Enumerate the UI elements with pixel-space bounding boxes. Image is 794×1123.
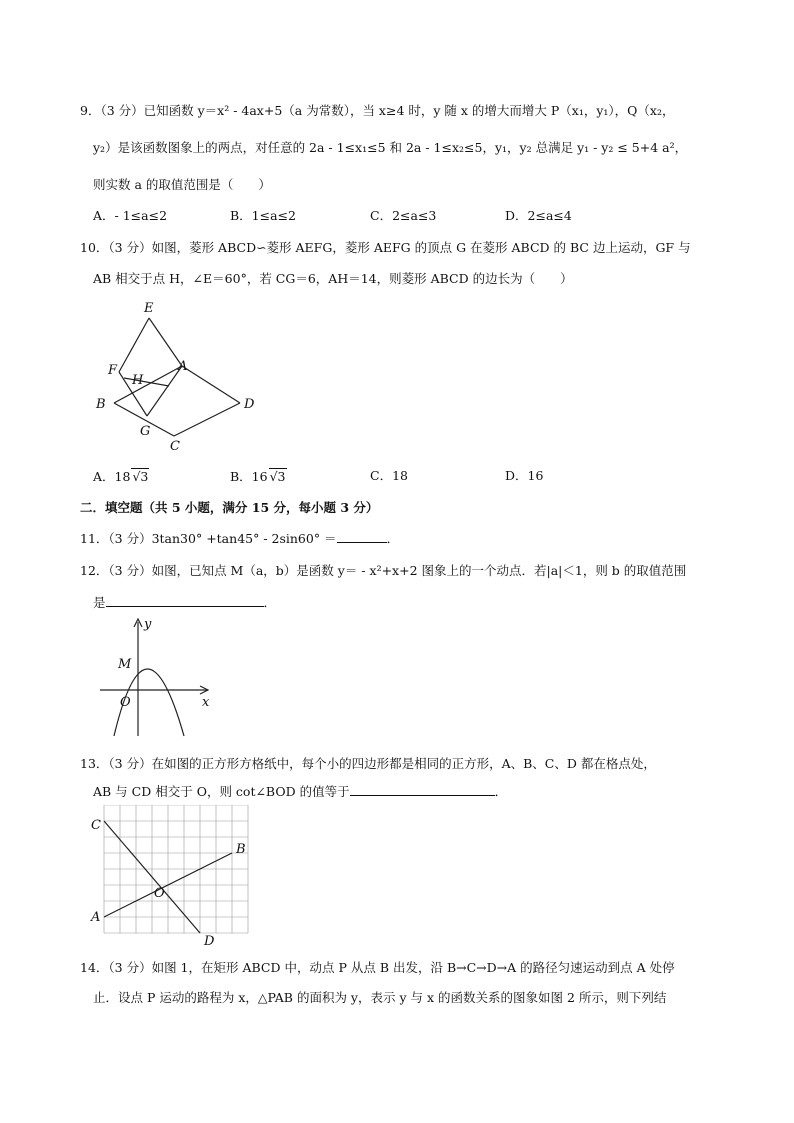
q9-line1: 9．（3 分）已知函数 y＝x² - 4ax+5（a 为常数），当 x≥4 时，y 随 x 的增大而增大 P（x₁，y₁），Q（x₂，	[80, 103, 675, 118]
q14-line1: 14．（3 分）如图 1，在矩形 ABCD 中，动点 P 从点 B 出发，沿 B→C→D→A 的路径匀速运动到点 A 处停	[80, 960, 675, 975]
answer-blank	[337, 530, 387, 543]
q10-option-a: A．18 √3	[93, 469, 149, 484]
label-c: C	[170, 439, 180, 454]
label-d: D	[204, 934, 215, 947]
label-h: H	[132, 373, 144, 388]
q9-option-d: D．2≤a≤4	[505, 208, 572, 223]
q12-line1: 12．（3 分）如图，已知点 M（a，b）是函数 y＝ - x²+x+2 图象上的一个动点．若|a|＜1，则 b 的取值范围	[80, 563, 687, 578]
label-x: x	[202, 695, 210, 710]
q9-line2: y₂）是该函数图象上的两点，对任意的 2a - 1≤x₁≤5 和 2a - 1≤x₂≤5，y₁，y₂ 总满足 y₁ - y₂ ≤ 5+4 a²，	[93, 140, 688, 155]
grid-figure	[88, 805, 258, 947]
q12-line2: 是 ．	[93, 595, 277, 610]
q9-option-c: C．2≤a≤3	[370, 208, 437, 223]
label-o: O	[120, 695, 131, 710]
q9-line3: 则实数 a 的取值范围是（ ）	[93, 177, 271, 192]
q9-option-b: B．1≤a≤2	[230, 208, 296, 223]
rhombus-figure	[90, 296, 270, 456]
label-o: O	[154, 886, 165, 901]
q13-line1: 13．（3 分）在如图的正方形方格纸中，每个小的四边形都是相同的正方形，A、B、C、D 都在格点处，	[80, 756, 656, 771]
section-2-heading: 二．填空题（共 5 小题，满分 15 分，每小题 3 分）	[80, 500, 379, 515]
q9-option-a: A．- 1≤a≤2	[93, 208, 168, 223]
q10-option-d: D．16	[505, 468, 544, 483]
q10-line1: 10．（3 分）如图，菱形 ABCD∽菱形 AEFG，菱形 AEFG 的顶点 G 在菱形 ABCD 的 BC 边上运动，GF 与	[80, 240, 691, 255]
answer-blank	[106, 594, 264, 607]
q13-line2: AB 与 CD 相交于 O，则 cot∠BOD 的值等于 ．	[93, 784, 508, 799]
label-e: E	[144, 301, 154, 316]
parabola-figure	[96, 614, 216, 738]
sqrt-3: √3	[132, 469, 149, 484]
label-c: C	[91, 818, 101, 833]
label-g: G	[140, 424, 151, 439]
label-a: A	[91, 910, 101, 925]
label-b: B	[96, 397, 106, 412]
q11-line: 11．（3 分）3tan30° +tan45° - 2sin60° ＝ ．	[80, 531, 400, 546]
label-d: D	[244, 397, 255, 412]
label-f: F	[108, 363, 118, 378]
q10-option-c: C．18	[370, 468, 408, 483]
sqrt-3: √3	[269, 469, 286, 484]
label-m: M	[118, 657, 132, 672]
answer-blank	[350, 783, 495, 796]
q10-line2: AB 相交于点 H，∠E＝60°，若 CG＝6，AH＝14，则菱形 ABCD 的边长为（ ）	[93, 271, 573, 286]
q10-option-b: B．16 √3	[230, 469, 286, 484]
label-y: y	[144, 617, 152, 632]
label-a: A	[178, 359, 188, 374]
q14-line2: 止．设点 P 运动的路程为 x，△PAB 的面积为 y，表示 y 与 x 的函数关系的图象如图 2 所示，则下列结	[93, 990, 667, 1005]
label-b: B	[236, 842, 246, 857]
